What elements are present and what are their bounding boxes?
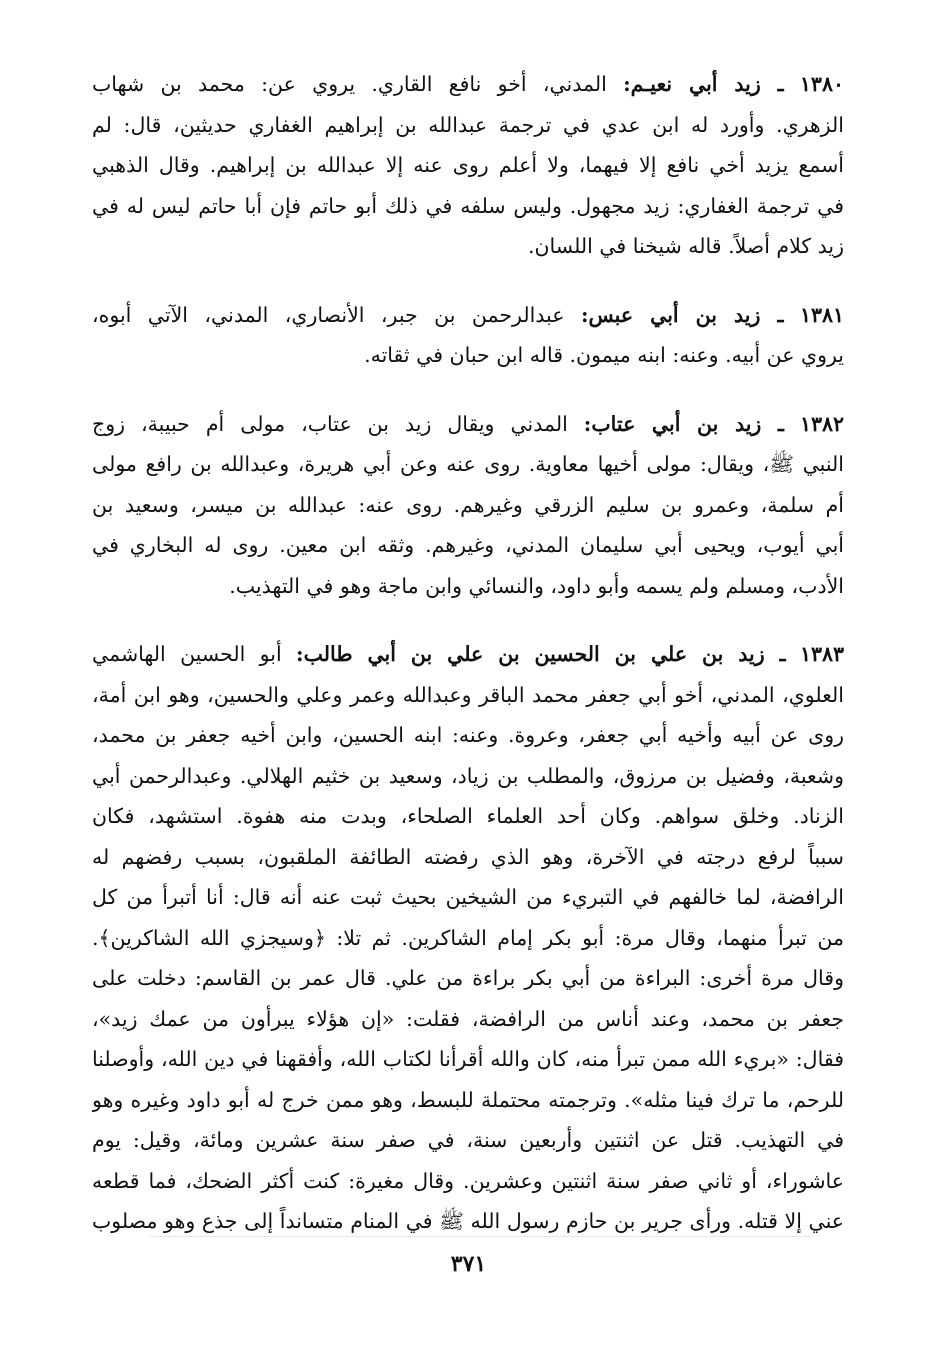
entry-text-line: فقال: «بريء الله ممن تبرأ منه، كان والله أقرأنا لكتاب الله، وأفقهنا في دين الله، وأوصلنا bbox=[92, 1047, 844, 1071]
entry-heading: زيد بن أبي عتاب: bbox=[583, 411, 762, 436]
entry-heading: زيد بن أبي عبس: bbox=[580, 302, 761, 327]
entry-text-line: أبي أيوب، ويحيى أبي سليمان المدني، وغيرهم. وثقه ابن معين. روى له البخاري في bbox=[92, 533, 844, 557]
entry-number: ١٣٨١ bbox=[799, 302, 844, 327]
entry-text-line: وشعبة، وفضيل بن مرزوق، والمطلب بن زياد، وسعيد بن خثيم الهلالي. وعبدالرحمن أبي bbox=[92, 763, 844, 788]
entry-first-line: ١٣٨١ ـ زيد بن أبي عبس: عبدالرحمن بن جبر، الأنصاري، المدني، الآتي أبوه، bbox=[92, 302, 844, 327]
entry-text-line: وقال مرة أخرى: البراءة من أبي بكر براءة من علي. قال عمر بن القاسم: دخلت على bbox=[92, 966, 844, 990]
entry-first-line: ١٣٨٢ ـ زيد بن أبي عتاب: المدني ويقال زيد بن عتاب، مولى أم حبيبة، زوج bbox=[92, 411, 844, 436]
entry-number: ١٣٨٢ bbox=[799, 411, 844, 436]
entry-text-line: الأدب، ومسلم ولم يسمه وأبو داود، والنسائي وابن ماجة وهو في التهذيب. bbox=[229, 573, 844, 598]
entry-number: ١٣٨٣ bbox=[799, 642, 844, 666]
entry-text-line: الرافضة، لما خالفهم في التبريء من الشيخين بحيث ثبت عنه أنه قال: أنا أتبرأ من كل bbox=[92, 885, 844, 909]
entry-text-line: سبباً لرفع درجته في الآخرة، وهو الذي رفضته الطائفة الملقبون، بسبب رفضهم له bbox=[92, 844, 844, 869]
entry-1380 bbox=[92, 64, 844, 267]
entry-text-line: المدني، أخو نافع القاري. يروي عن: محمد بن شهاب bbox=[92, 72, 607, 96]
entry-text-line: جعفر بن محمد، وعند أناس من الرافضة، فقلت: «إن هؤلاء يبرأون من عمك زيد»، bbox=[92, 1006, 844, 1031]
entry-text-line: عني إلا قتله. ورأى جرير بن حازم رسول الله ﷺ في المنام متسانداً إلى جذع وهو مصلوب bbox=[92, 1209, 844, 1233]
entry-heading: زيد أبي نعيـم: bbox=[623, 72, 761, 96]
page-number: ٣٧١ bbox=[450, 1251, 487, 1277]
entry-text-line: النبي ﷺ، ويقال: مولى أخيها معاوية. روى عنه وعن أبي هريرة، وعبدالله بن رافع مولى bbox=[92, 452, 844, 476]
entry-text-line: عاشوراء، أو ثاني صفر سنة اثنتين وعشرين. وقال مغيرة: كنت أكثر الضحك، فما قطعه bbox=[92, 1168, 844, 1193]
entry-text-line: للرحم، ما ترك فينا مثله». وترجمته محتملة للبسط، وهو ممن خرج له أبو داود وغيره وهو bbox=[92, 1087, 844, 1112]
entry-text-line: أبو الحسين الهاشمي bbox=[92, 642, 282, 666]
entry-text-line: من تبرأ منهما، وقال مرة: أبو بكر إمام الشاكرين. ثم تلا: ﴿وسيجزي الله الشاكرين﴾. bbox=[92, 925, 844, 950]
entry-text-line: زيد كلام أصلاً. قاله شيخنا في اللسان. bbox=[527, 234, 844, 258]
entry-text-line: المدني ويقال زيد بن عتاب، مولى أم حبيبة، زوج bbox=[92, 411, 568, 436]
entry-text-line: في ترجمة الغفاري: زيد مجهول. وليس سلفه في ذلك أبو حاتم فإن أبا حاتم ليس له في bbox=[92, 193, 844, 218]
entry-text-line: يروي عن أبيه. وعنه: ابنه ميمون. قاله ابن حبان في ثقاته. bbox=[364, 343, 844, 367]
entry-text-line: أم سلمة، وعمرو بن سليم الزرقي وغيرهم. روى عنه: عبدالله بن ميسر، وسعيد بن bbox=[92, 492, 844, 517]
entry-number: ١٣٨٠ bbox=[799, 72, 844, 96]
entry-1383 bbox=[92, 634, 844, 1242]
entry-text-line: عبدالرحمن بن جبر، الأنصاري، المدني، الآتي أبوه، bbox=[92, 302, 565, 327]
entry-text-line: الزهري. وأورد له ابن عدي في ترجمة عبدالله بن إبراهيم الغفاري حديثين، قال: لم bbox=[92, 112, 844, 137]
entry-1381 bbox=[92, 295, 844, 376]
entry-1382 bbox=[92, 404, 844, 607]
entry-first-line: ١٣٨٠ ـ زيد أبي نعيـم: المدني، أخو نافع القاري. يروي عن: محمد بن شهاب bbox=[92, 72, 844, 96]
document-page bbox=[92, 64, 844, 1270]
entry-heading: زيد بن علي بن الحسين بن علي بن أبي طالب: bbox=[296, 642, 765, 666]
entry-text-line: العلوي، المدني، أخو أبي جعفر محمد الباقر وعبدالله وعمر وعلي والحسين، وهو ابن أمة، bbox=[92, 682, 844, 707]
entry-text-line: في التهذيب. قتل عن اثنتين وأربعين سنة، في صفر سنة عشرين ومائة، وقيل: يوم bbox=[92, 1128, 844, 1152]
entry-first-line: ١٣٨٣ ـ زيد بن علي بن الحسين بن علي بن أبي طالب: أبو الحسين الهاشمي bbox=[92, 642, 844, 666]
page-divider bbox=[150, 1236, 810, 1237]
entry-text-line: أسمع يزيد أخي نافع إلا فيهما، ولا أعلم روى عنه إلا عبدالله بن إبراهيم. وقال الذهبي bbox=[92, 153, 844, 177]
entry-text-line: الزناد. وخلق سواهم. وكان أحد العلماء الصلحاء، وبدت منه هفوة. استشهد، فكان bbox=[92, 804, 844, 828]
entry-text-line: روى عن أبيه وأخيه أبي جعفر، وعروة. وعنه: ابنه الحسين، وابن أخيه جعفر بن محمد، bbox=[92, 723, 844, 747]
